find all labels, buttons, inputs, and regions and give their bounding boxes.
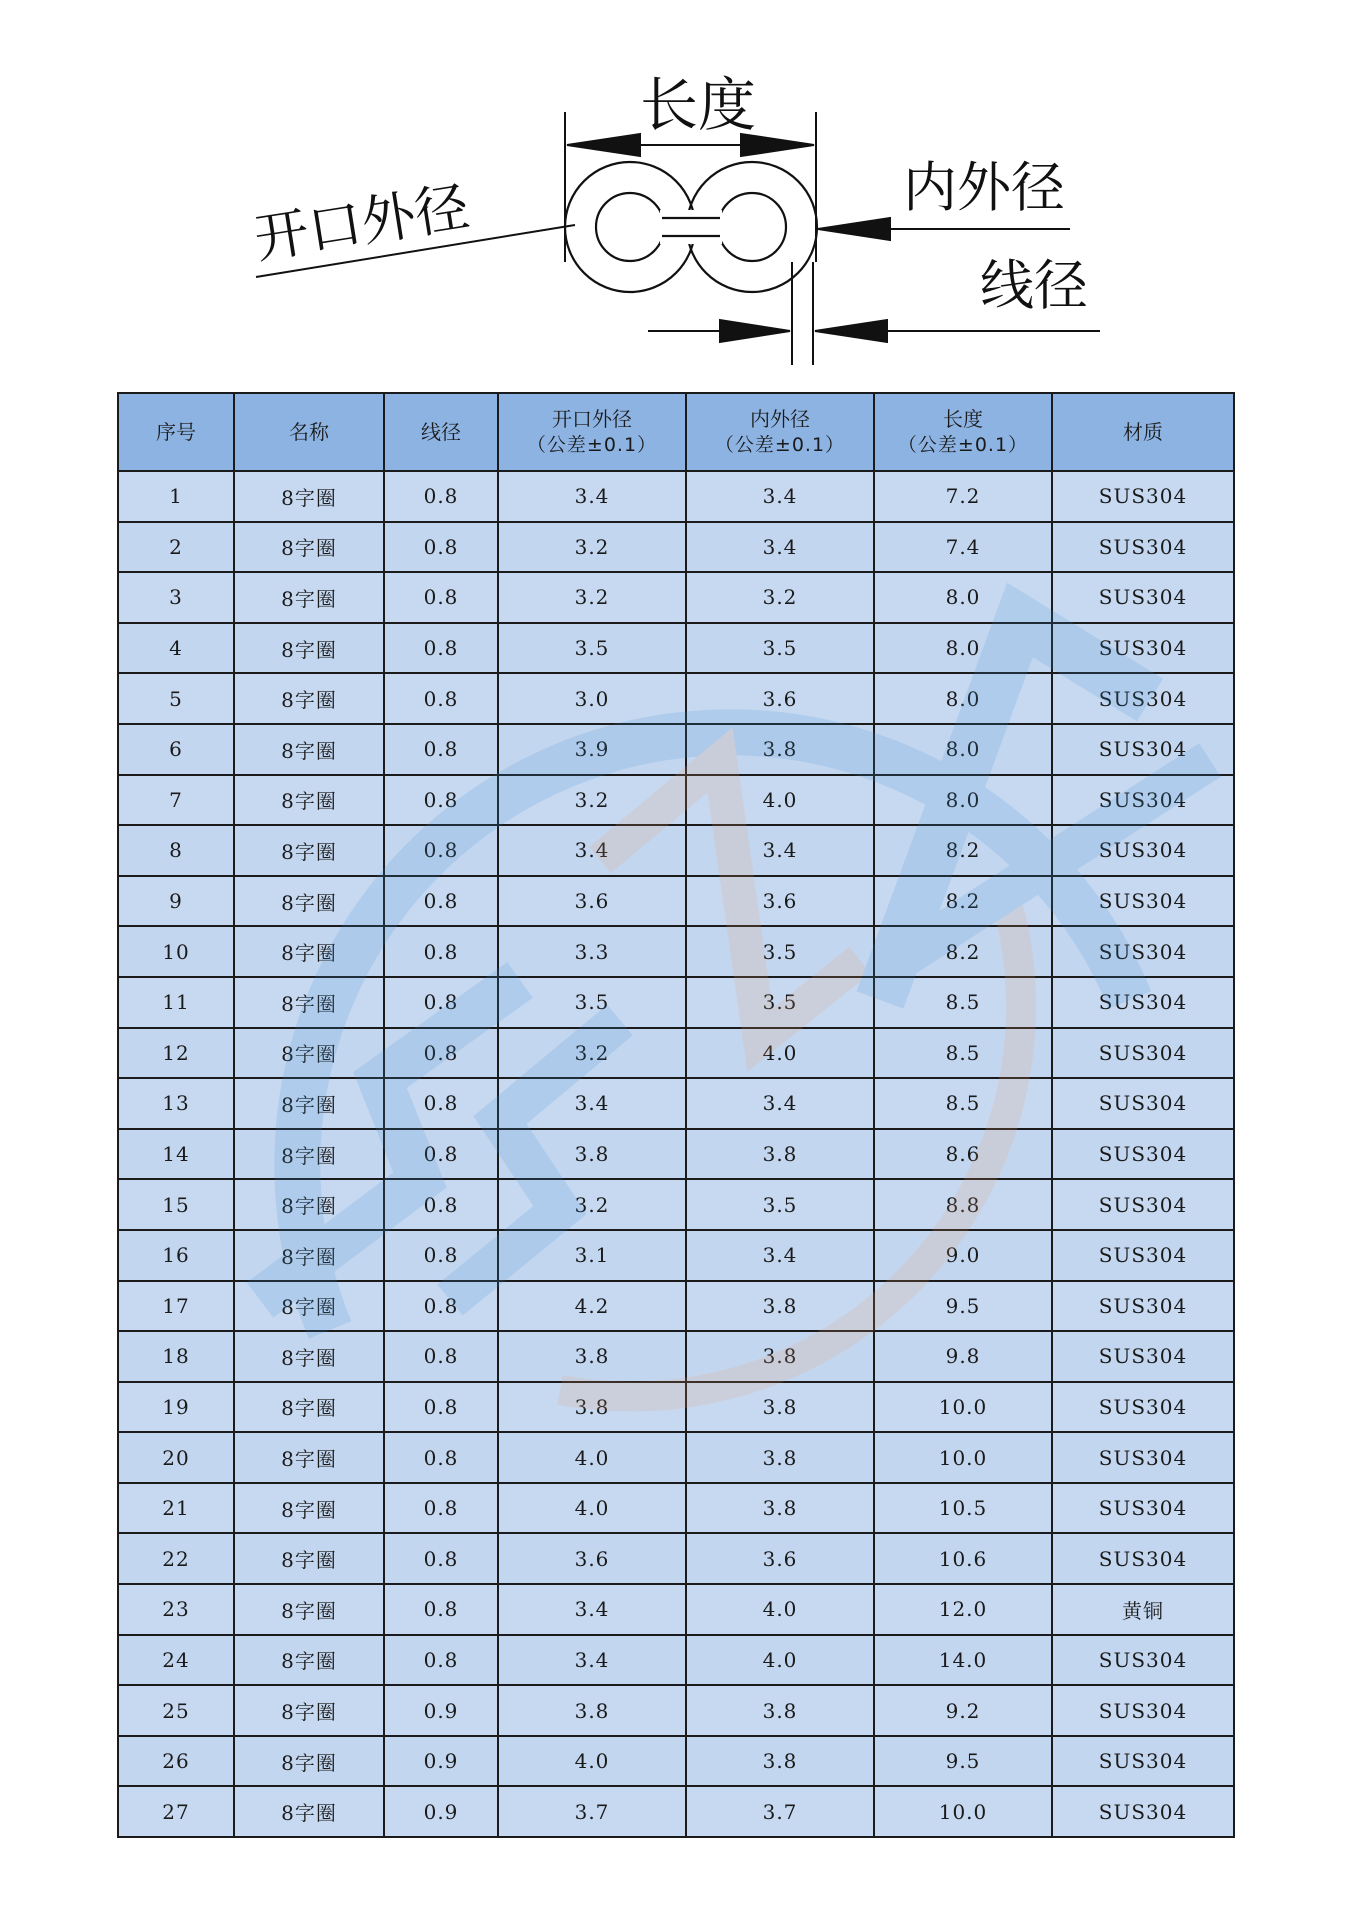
cell-inner-outer-diameter: 3.6 — [686, 1533, 874, 1584]
cell-wire-diameter: 0.8 — [384, 1028, 498, 1079]
cell-wire-diameter: 0.8 — [384, 471, 498, 522]
cell-open-outer-diameter: 4.0 — [498, 1736, 686, 1787]
cell-inner-outer-diameter: 4.0 — [686, 775, 874, 826]
header-label: 长度 — [943, 407, 983, 431]
cell-inner-outer-diameter: 3.6 — [686, 876, 874, 927]
cell-name: 8字圈 — [234, 572, 384, 623]
cell-material: SUS304 — [1052, 1432, 1234, 1483]
cell-wire-diameter: 0.8 — [384, 673, 498, 724]
cell-material: SUS304 — [1052, 1483, 1234, 1534]
header-tolerance: （公差±0.1） — [897, 434, 1029, 456]
cell-open-outer-diameter: 3.8 — [498, 1382, 686, 1433]
cell-name: 8字圈 — [234, 1331, 384, 1382]
cell-wire-diameter: 0.8 — [384, 572, 498, 623]
cell-wire-diameter: 0.8 — [384, 1483, 498, 1534]
cell-name: 8字圈 — [234, 977, 384, 1028]
cell-inner-outer-diameter: 4.0 — [686, 1584, 874, 1635]
table-row — [118, 522, 1234, 573]
table-row — [118, 1736, 1234, 1787]
cell-inner-outer-diameter: 3.4 — [686, 522, 874, 573]
cell-seq: 5 — [118, 673, 234, 724]
cell-inner-outer-diameter: 4.0 — [686, 1635, 874, 1686]
cell-seq: 3 — [118, 572, 234, 623]
cell-material: SUS304 — [1052, 673, 1234, 724]
cell-length: 8.2 — [874, 876, 1052, 927]
header-tolerance: （公差±0.1） — [526, 434, 658, 456]
cell-length: 7.4 — [874, 522, 1052, 573]
cell-seq: 18 — [118, 1331, 234, 1382]
cell-material: SUS304 — [1052, 1736, 1234, 1787]
cell-inner-outer-diameter: 3.5 — [686, 926, 874, 977]
cell-wire-diameter: 0.8 — [384, 522, 498, 573]
label-inner-outer-diameter: 内外径 — [903, 156, 1065, 219]
cell-wire-diameter: 0.8 — [384, 724, 498, 775]
table-row — [118, 1685, 1234, 1736]
cell-open-outer-diameter: 3.6 — [498, 876, 686, 927]
table-row — [118, 1533, 1234, 1584]
table-row — [118, 1230, 1234, 1281]
cell-open-outer-diameter: 3.8 — [498, 1129, 686, 1180]
cell-seq: 16 — [118, 1230, 234, 1281]
cell-seq: 19 — [118, 1382, 234, 1433]
cell-wire-diameter: 0.8 — [384, 1129, 498, 1180]
cell-material: SUS304 — [1052, 1685, 1234, 1736]
table-row — [118, 775, 1234, 826]
cell-name: 8字圈 — [234, 1382, 384, 1433]
cell-inner-outer-diameter: 3.8 — [686, 1685, 874, 1736]
table-row — [118, 1331, 1234, 1382]
table-header-row — [118, 393, 1234, 471]
cell-length: 10.5 — [874, 1483, 1052, 1534]
cell-inner-outer-diameter: 3.8 — [686, 724, 874, 775]
cell-name: 8字圈 — [234, 876, 384, 927]
cell-wire-diameter: 0.8 — [384, 876, 498, 927]
cell-inner-outer-diameter: 3.8 — [686, 1483, 874, 1534]
cell-open-outer-diameter: 3.4 — [498, 471, 686, 522]
cell-inner-outer-diameter: 3.8 — [686, 1432, 874, 1483]
table-row — [118, 1028, 1234, 1079]
cell-wire-diameter: 0.8 — [384, 977, 498, 1028]
cell-wire-diameter: 0.8 — [384, 1533, 498, 1584]
header-length — [874, 393, 1052, 471]
cell-name: 8字圈 — [234, 775, 384, 826]
cell-length: 10.6 — [874, 1533, 1052, 1584]
cell-name: 8字圈 — [234, 1281, 384, 1332]
cell-inner-outer-diameter: 3.4 — [686, 1078, 874, 1129]
table-body — [118, 471, 1234, 1837]
cell-seq: 8 — [118, 825, 234, 876]
cell-inner-outer-diameter: 3.6 — [686, 673, 874, 724]
cell-material: SUS304 — [1052, 1129, 1234, 1180]
table-row — [118, 926, 1234, 977]
cell-name: 8字圈 — [234, 825, 384, 876]
cell-seq: 24 — [118, 1635, 234, 1686]
cell-material: SUS304 — [1052, 724, 1234, 775]
cell-material: SUS304 — [1052, 1533, 1234, 1584]
cell-wire-diameter: 0.8 — [384, 623, 498, 674]
table-row — [118, 1786, 1234, 1837]
table-row — [118, 876, 1234, 927]
cell-length: 9.0 — [874, 1230, 1052, 1281]
cell-name: 8字圈 — [234, 471, 384, 522]
cell-inner-outer-diameter: 3.8 — [686, 1331, 874, 1382]
cell-name: 8字圈 — [234, 1786, 384, 1837]
cell-length: 8.8 — [874, 1179, 1052, 1230]
table-row — [118, 1129, 1234, 1180]
label-open-outer-diameter: 开口外径 — [250, 174, 474, 271]
cell-name: 8字圈 — [234, 522, 384, 573]
cell-material: SUS304 — [1052, 1331, 1234, 1382]
cell-open-outer-diameter: 3.7 — [498, 1786, 686, 1837]
table-row — [118, 1635, 1234, 1686]
cell-wire-diameter: 0.8 — [384, 926, 498, 977]
header-label: 名称 — [289, 420, 329, 444]
cell-open-outer-diameter: 3.1 — [498, 1230, 686, 1281]
cell-open-outer-diameter: 4.0 — [498, 1483, 686, 1534]
cell-inner-outer-diameter: 3.8 — [686, 1129, 874, 1180]
cell-name: 8字圈 — [234, 623, 384, 674]
cell-inner-outer-diameter: 3.8 — [686, 1382, 874, 1433]
cell-length: 9.5 — [874, 1736, 1052, 1787]
cell-open-outer-diameter: 3.4 — [498, 1078, 686, 1129]
header-open-outer-diameter — [498, 393, 686, 471]
table-row — [118, 572, 1234, 623]
cell-open-outer-diameter: 3.9 — [498, 724, 686, 775]
cell-name: 8字圈 — [234, 1230, 384, 1281]
cell-material: SUS304 — [1052, 1078, 1234, 1129]
cell-seq: 23 — [118, 1584, 234, 1635]
cell-seq: 1 — [118, 471, 234, 522]
cell-wire-diameter: 0.8 — [384, 1584, 498, 1635]
cell-material: SUS304 — [1052, 1786, 1234, 1837]
cell-inner-outer-diameter: 3.5 — [686, 1179, 874, 1230]
cell-name: 8字圈 — [234, 926, 384, 977]
cell-seq: 4 — [118, 623, 234, 674]
cell-open-outer-diameter: 3.8 — [498, 1685, 686, 1736]
cell-inner-outer-diameter: 3.5 — [686, 623, 874, 674]
cell-name: 8字圈 — [234, 1533, 384, 1584]
cell-name: 8字圈 — [234, 1078, 384, 1129]
cell-name: 8字圈 — [234, 1432, 384, 1483]
table-row — [118, 977, 1234, 1028]
cell-seq: 2 — [118, 522, 234, 573]
cell-open-outer-diameter: 3.2 — [498, 1028, 686, 1079]
cell-length: 9.8 — [874, 1331, 1052, 1382]
table-row — [118, 1078, 1234, 1129]
cell-open-outer-diameter: 3.2 — [498, 572, 686, 623]
cell-open-outer-diameter: 3.4 — [498, 1635, 686, 1686]
ring-bridge-mask — [660, 210, 722, 244]
cell-open-outer-diameter: 3.2 — [498, 522, 686, 573]
header-label: 材质 — [1123, 420, 1163, 444]
cell-seq: 25 — [118, 1685, 234, 1736]
cell-seq: 20 — [118, 1432, 234, 1483]
cell-wire-diameter: 0.9 — [384, 1685, 498, 1736]
cell-material: SUS304 — [1052, 1028, 1234, 1079]
cell-material: SUS304 — [1052, 1281, 1234, 1332]
cell-name: 8字圈 — [234, 1584, 384, 1635]
cell-wire-diameter: 0.8 — [384, 1331, 498, 1382]
cell-wire-diameter: 0.8 — [384, 1179, 498, 1230]
cell-material: SUS304 — [1052, 825, 1234, 876]
cell-open-outer-diameter: 4.0 — [498, 1432, 686, 1483]
cell-open-outer-diameter: 3.5 — [498, 623, 686, 674]
cell-name: 8字圈 — [234, 1179, 384, 1230]
cell-inner-outer-diameter: 3.7 — [686, 1786, 874, 1837]
header-label: 序号 — [156, 420, 196, 444]
cell-material: SUS304 — [1052, 876, 1234, 927]
cell-seq: 21 — [118, 1483, 234, 1534]
cell-length: 8.0 — [874, 724, 1052, 775]
cell-material: SUS304 — [1052, 471, 1234, 522]
cell-wire-diameter: 0.8 — [384, 1078, 498, 1129]
cell-name: 8字圈 — [234, 1736, 384, 1787]
table-row — [118, 825, 1234, 876]
table-row — [118, 1584, 1234, 1635]
cell-seq: 26 — [118, 1736, 234, 1787]
table-row — [118, 1281, 1234, 1332]
cell-open-outer-diameter: 3.5 — [498, 977, 686, 1028]
cell-wire-diameter: 0.8 — [384, 825, 498, 876]
spec-table — [117, 392, 1235, 1838]
cell-length: 14.0 — [874, 1635, 1052, 1686]
cell-seq: 11 — [118, 977, 234, 1028]
label-length: 长度 — [640, 71, 757, 139]
cell-open-outer-diameter: 3.2 — [498, 1179, 686, 1230]
cell-inner-outer-diameter: 3.2 — [686, 572, 874, 623]
cell-seq: 6 — [118, 724, 234, 775]
inner-outer-diameter-arrow — [818, 218, 1070, 240]
cell-seq: 9 — [118, 876, 234, 927]
cell-material: SUS304 — [1052, 775, 1234, 826]
cell-length: 8.0 — [874, 623, 1052, 674]
cell-material: SUS304 — [1052, 977, 1234, 1028]
table-row — [118, 471, 1234, 522]
cell-wire-diameter: 0.8 — [384, 775, 498, 826]
cell-length: 8.2 — [874, 926, 1052, 977]
cell-length: 12.0 — [874, 1584, 1052, 1635]
cell-inner-outer-diameter: 3.8 — [686, 1281, 874, 1332]
cell-material: SUS304 — [1052, 623, 1234, 674]
cell-open-outer-diameter: 4.2 — [498, 1281, 686, 1332]
cell-name: 8字圈 — [234, 1129, 384, 1180]
cell-material: SUS304 — [1052, 1635, 1234, 1686]
cell-material: SUS304 — [1052, 1179, 1234, 1230]
cell-material: SUS304 — [1052, 522, 1234, 573]
cell-wire-diameter: 0.9 — [384, 1736, 498, 1787]
cell-seq: 10 — [118, 926, 234, 977]
cell-length: 10.0 — [874, 1432, 1052, 1483]
header-material — [1052, 393, 1234, 471]
header-name — [234, 393, 384, 471]
header-label: 内外径 — [750, 407, 810, 431]
cell-seq: 27 — [118, 1786, 234, 1837]
cell-material: SUS304 — [1052, 1382, 1234, 1433]
header-seq — [118, 393, 234, 471]
cell-length: 10.0 — [874, 1382, 1052, 1433]
cell-length: 7.2 — [874, 471, 1052, 522]
cell-wire-diameter: 0.8 — [384, 1432, 498, 1483]
cell-inner-outer-diameter: 3.4 — [686, 1230, 874, 1281]
header-inner-outer-diameter — [686, 393, 874, 471]
table-row — [118, 724, 1234, 775]
table-row — [118, 1432, 1234, 1483]
header-label: 线径 — [421, 420, 461, 444]
cell-wire-diameter: 0.9 — [384, 1786, 498, 1837]
cell-inner-outer-diameter: 3.8 — [686, 1736, 874, 1787]
table-row — [118, 1382, 1234, 1433]
cell-material: 黄铜 — [1052, 1584, 1234, 1635]
header-tolerance: （公差±0.1） — [714, 434, 846, 456]
cell-material: SUS304 — [1052, 926, 1234, 977]
cell-wire-diameter: 0.8 — [384, 1281, 498, 1332]
cell-name: 8字圈 — [234, 1483, 384, 1534]
cell-seq: 14 — [118, 1129, 234, 1180]
cell-open-outer-diameter: 3.8 — [498, 1331, 686, 1382]
cell-length: 8.2 — [874, 825, 1052, 876]
table-row — [118, 1179, 1234, 1230]
cell-length: 8.5 — [874, 1078, 1052, 1129]
cell-open-outer-diameter: 3.2 — [498, 775, 686, 826]
table-row — [118, 673, 1234, 724]
figure-8-ring-diagram — [0, 0, 1357, 380]
cell-length: 9.2 — [874, 1685, 1052, 1736]
label-wire-diameter: 线径 — [980, 254, 1088, 317]
cell-inner-outer-diameter: 3.4 — [686, 825, 874, 876]
cell-length: 10.0 — [874, 1786, 1052, 1837]
cell-open-outer-diameter: 3.3 — [498, 926, 686, 977]
cell-length: 8.5 — [874, 977, 1052, 1028]
cell-seq: 12 — [118, 1028, 234, 1079]
cell-inner-outer-diameter: 3.4 — [686, 471, 874, 522]
cell-inner-outer-diameter: 4.0 — [686, 1028, 874, 1079]
cell-seq: 17 — [118, 1281, 234, 1332]
cell-open-outer-diameter: 3.4 — [498, 825, 686, 876]
cell-length: 8.0 — [874, 572, 1052, 623]
cell-open-outer-diameter: 3.6 — [498, 1533, 686, 1584]
cell-wire-diameter: 0.8 — [384, 1382, 498, 1433]
cell-inner-outer-diameter: 3.5 — [686, 977, 874, 1028]
cell-open-outer-diameter: 3.4 — [498, 1584, 686, 1635]
table-row — [118, 1483, 1234, 1534]
cell-material: SUS304 — [1052, 572, 1234, 623]
cell-length: 8.6 — [874, 1129, 1052, 1180]
cell-name: 8字圈 — [234, 673, 384, 724]
cell-material: SUS304 — [1052, 1230, 1234, 1281]
cell-seq: 13 — [118, 1078, 234, 1129]
cell-length: 8.5 — [874, 1028, 1052, 1079]
cell-seq: 15 — [118, 1179, 234, 1230]
cell-length: 8.0 — [874, 673, 1052, 724]
cell-wire-diameter: 0.8 — [384, 1230, 498, 1281]
cell-name: 8字圈 — [234, 1635, 384, 1686]
header-wire-diameter — [384, 393, 498, 471]
cell-name: 8字圈 — [234, 724, 384, 775]
cell-open-outer-diameter: 3.0 — [498, 673, 686, 724]
table-row — [118, 623, 1234, 674]
cell-wire-diameter: 0.8 — [384, 1635, 498, 1686]
cell-seq: 7 — [118, 775, 234, 826]
header-label: 开口外径 — [552, 407, 632, 431]
cell-length: 9.5 — [874, 1281, 1052, 1332]
cell-length: 8.0 — [874, 775, 1052, 826]
cell-name: 8字圈 — [234, 1028, 384, 1079]
cell-name: 8字圈 — [234, 1685, 384, 1736]
cell-seq: 22 — [118, 1533, 234, 1584]
